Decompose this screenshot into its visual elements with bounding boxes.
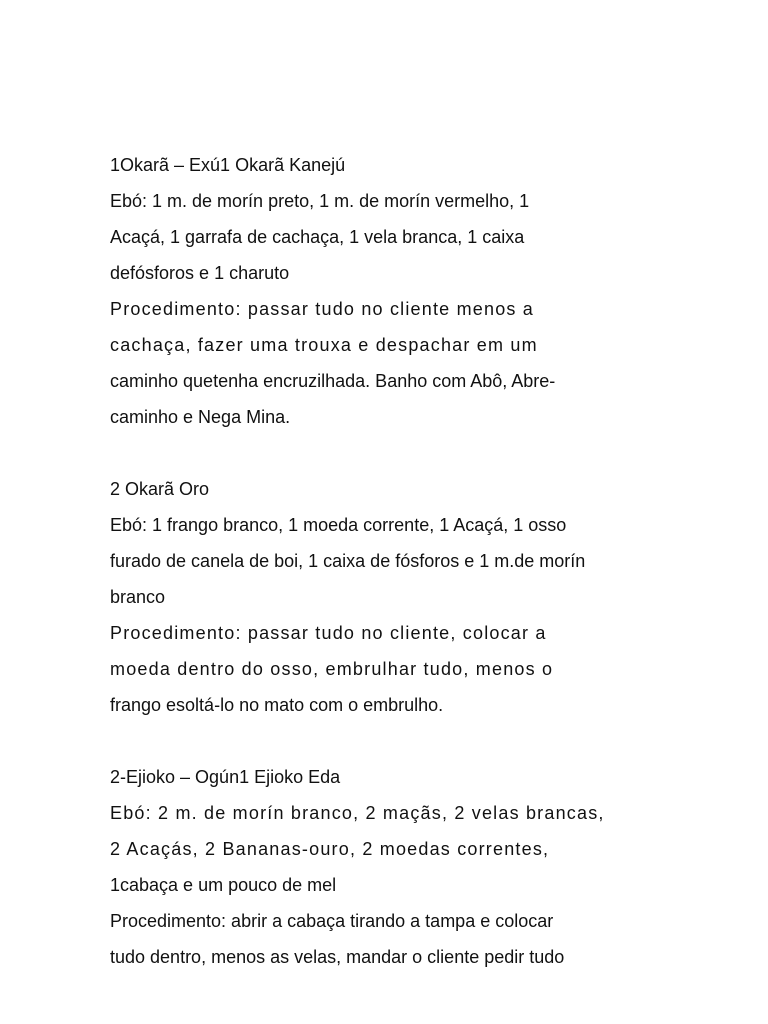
ebo-line: furado de canela de boi, 1 caixa de fósforos e 1 m.de morín [110, 551, 586, 571]
section-3 [110, 759, 670, 975]
procedimento-line: Procedimento: passar tudo no cliente menos a [110, 299, 535, 319]
procedimento-line: moeda dentro do osso, embrulhar tudo, menos o [110, 659, 554, 679]
procedimento-line: Procedimento: abrir a cabaça tirando a tampa e colocar [110, 911, 554, 931]
ebo-line: Ebó: 2 m. de morín branco, 2 maçãs, 2 velas brancas, [110, 803, 605, 823]
ebo-line: Ebó: 1 frango branco, 1 moeda corrente, 1 Acaçá, 1 osso [110, 515, 567, 535]
section-title: 1Okarã – Exú1 Okarã Kanejú [110, 155, 346, 175]
procedimento-line: caminho quetenha encruzilhada. Banho com Abô, Abre- [110, 371, 556, 391]
ebo-line: 1cabaça e um pouco de mel [110, 875, 337, 895]
procedimento-line: caminho e Nega Mina. [110, 407, 291, 427]
procedimento-line: cachaça, fazer uma trouxa e despachar em um [110, 335, 538, 355]
section-2 [110, 471, 670, 723]
document-body [110, 147, 670, 975]
section-1 [110, 147, 670, 435]
ebo-line: branco [110, 587, 166, 607]
procedimento-line: Procedimento: passar tudo no cliente, colocar a [110, 623, 547, 643]
section-title: 2-Ejioko – Ogún1 Ejioko Eda [110, 767, 341, 787]
ebo-line: Ebó: 1 m. de morín preto, 1 m. de morín vermelho, 1 [110, 191, 530, 211]
ebo-line: 2 Acaçás, 2 Bananas-ouro, 2 moedas correntes, [110, 839, 550, 859]
ebo-line: Acaçá, 1 garrafa de cachaça, 1 vela branca, 1 caixa [110, 227, 525, 247]
section-spacer [110, 723, 670, 759]
section-title: 2 Okarã Oro [110, 479, 210, 499]
procedimento-line: tudo dentro, menos as velas, mandar o cliente pedir tudo [110, 947, 565, 967]
procedimento-line: frango esoltá-lo no mato com o embrulho. [110, 695, 444, 715]
section-spacer [110, 435, 670, 471]
ebo-line: defósforos e 1 charuto [110, 263, 290, 283]
